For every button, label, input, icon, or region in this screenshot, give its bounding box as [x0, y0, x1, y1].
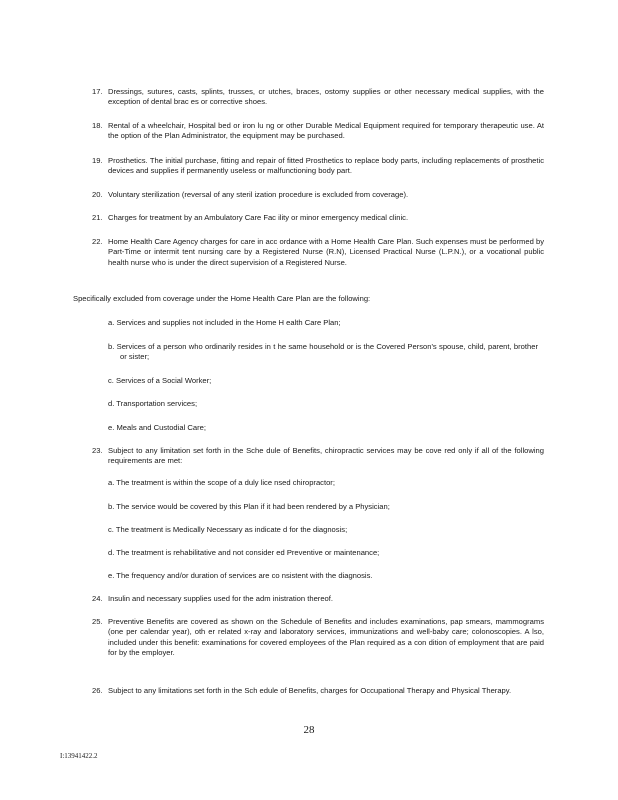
- item-number: 25.: [92, 617, 103, 626]
- exclusion-item: c. Services of a Social Worker;: [108, 376, 212, 385]
- item-text: Charges for treatment by an Ambulatory Care Fac ility or minor emergency medical clinic.: [108, 213, 409, 222]
- page-number: 28: [303, 724, 315, 736]
- list-item: [92, 594, 544, 604]
- document-id: I:13941422.2: [60, 752, 98, 760]
- item-text: Subject to any limitation set forth in the Sche dule of Benefits, chiropractic services may be cove red only if all of the following requirements are met:: [108, 446, 544, 466]
- requirement-item: a. The treatment is within the scope of a duly lice nsed chiropractor;: [108, 478, 335, 487]
- requirement-item: c. The treatment is Medically Necessary as indicate d for the diagnosis;: [108, 525, 348, 534]
- list-item: [92, 446, 544, 467]
- item-number: 23.: [92, 446, 103, 455]
- exclusion-intro: Specifically excluded from coverage under the Home Health Care Plan are the following:: [73, 294, 371, 303]
- item-text: Rental of a wheelchair, Hospital bed or iron lu ng or other Durable Medical Equipment required for temporary therapeutic use. At the option of the Plan Administrator, the equipment may be purchased.: [108, 121, 544, 141]
- item-number: 26.: [92, 686, 103, 695]
- item-number: 19.: [92, 156, 103, 165]
- item-text: Prosthetics. The initial purchase, fitting and repair of fitted Prosthetics to replace body parts, including replacements of prosthetic devices and supplies if permanently useless or malfunctioning body part.: [108, 156, 544, 176]
- requirement-item: e. The frequency and/or duration of services are co nsistent with the diagnosis.: [108, 571, 373, 580]
- list-item: [92, 121, 544, 142]
- item-text: Insulin and necessary supplies used for the adm inistration thereof.: [108, 594, 333, 603]
- item-number: 17.: [92, 87, 103, 96]
- item-text: Subject to any limitations set forth in the Sch edule of Benefits, charges for Occupational Therapy and Physical Therapy.: [108, 686, 512, 695]
- item-text: Home Health Care Agency charges for care in acc ordance with a Home Health Care Plan. Such expenses must be performed by Part-Time or intermit tent nursing care by a Registered Nurse (R.N), Licensed Practical Nurse (L.P.N.), or a vocational public health nurse who is under the direct supervision of a Registered Nurse.: [108, 237, 544, 267]
- list-item: [92, 617, 544, 659]
- item-text: Voluntary sterilization (reversal of any steril ization procedure is excluded from coverage).: [108, 190, 409, 199]
- item-number: 18.: [92, 121, 103, 130]
- item-text: Dressings, sutures, casts, splints, trusses, cr utches, braces, ostomy supplies or other necessary medical supplies, with the exception of dental brac es or corrective shoes.: [108, 87, 544, 107]
- requirement-item: d. The treatment is rehabilitative and not consider ed Preventive or maintenance;: [108, 548, 380, 557]
- list-item: [92, 237, 544, 268]
- item-number: 20.: [92, 190, 103, 199]
- list-item: [92, 213, 544, 223]
- item-number: 21.: [92, 213, 103, 222]
- list-item: [92, 190, 544, 200]
- exclusion-item: d. Transportation services;: [108, 399, 198, 408]
- exclusion-item: e. Meals and Custodial Care;: [108, 423, 206, 432]
- item-text: Preventive Benefits are covered as shown on the Schedule of Benefits and includes examinations, pap smears, mammograms (one per calendar year), oth er related x-ray and laboratory services, immunizations and well-baby care; colonoscopies. A lso, included under this benefit: examinations for covered employees of the Plan required as a con dition of employment that are paid for by the employer.: [108, 617, 544, 658]
- exclusion-item: a. Services and supplies not included in the Home H ealth Care Plan;: [108, 318, 341, 327]
- item-number: 22.: [92, 237, 103, 246]
- list-item: [92, 686, 544, 696]
- list-item: [92, 156, 544, 177]
- exclusion-item: b. Services of a person who ordinarily resides in t he same household or is the Covered Person's spouse, child, parent, brother or sister;: [108, 342, 538, 362]
- item-number: 24.: [92, 594, 103, 603]
- requirement-item: b. The service would be covered by this Plan if it had been rendered by a Physician;: [108, 502, 390, 511]
- list-item: [92, 87, 544, 108]
